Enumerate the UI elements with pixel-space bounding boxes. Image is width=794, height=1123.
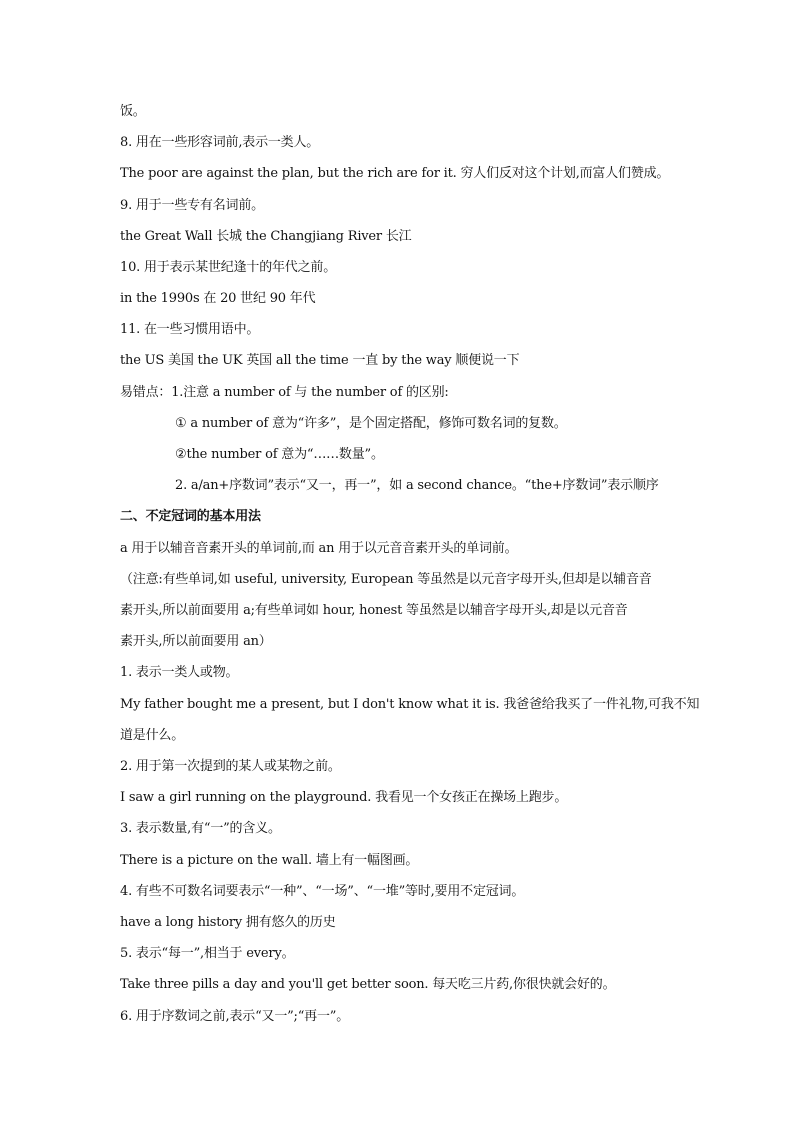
mistake-note-2: ②the number of 意为“……数量”。 <box>175 447 384 462</box>
mistake-note-1: ① a number of 意为“许多”，是个固定搭配，修饰可数名词的复数。 <box>175 416 567 431</box>
usage-4-heading: 4. 有些不可数名词要表示“一种”、“一场”、“一堆”等时,要用不定冠词。 <box>120 884 525 899</box>
rule-10-example: in the 1990s 在 20 世纪 90 年代 <box>120 291 316 306</box>
section-heading-indefinite-article: 二、不定冠词的基本用法 <box>120 509 261 524</box>
usage-5-heading: 5. 表示“每一”,相当于 every。 <box>120 946 295 961</box>
rule-11-example: the US 美国 the UK 英国 all the time 一直 by the way 顺便说一下 <box>120 353 520 368</box>
usage-1-example-cont: 道是什么。 <box>120 728 185 743</box>
usage-6-heading: 6. 用于序数词之前,表示“又一”;“再一”。 <box>120 1009 350 1024</box>
rule-9-heading: 9. 用于一些专有名词前。 <box>120 198 264 213</box>
usage-2-example: I saw a girl running on the playground. 我看见一个女孩正在操场上跑步。 <box>120 790 568 805</box>
rule-9-example: the Great Wall 长城 the Changjiang River 长江 <box>120 229 412 244</box>
usage-3-heading: 3. 表示数量,有“一”的含义。 <box>120 821 281 836</box>
usage-4-example: have a long history 拥有悠久的历史 <box>120 915 336 930</box>
rule-8-example: The poor are against the plan, but the rich are for it. 穷人们反对这个计划,而富人们赞成。 <box>120 166 670 181</box>
usage-5-example: Take three pills a day and you'll get better soon. 每天吃三片药,你很快就会好的。 <box>120 977 616 992</box>
usage-1-example: My father bought me a present, but I don't know what it is. 我爸爸给我买了一件礼物,可我不知 <box>120 697 700 712</box>
mistake-note-3: 2. a/an+序数词”表示“又一，再一”，如 a second chance。“the+序数词”表示顺序 <box>175 478 659 493</box>
rule-11-heading: 11. 在一些习惯用语中。 <box>120 322 260 337</box>
text-line-meal-ending: 饭。 <box>120 104 146 119</box>
rule-10-heading: 10. 用于表示某世纪逢十的年代之前。 <box>120 260 337 275</box>
indefinite-note-line-2: 素开头,所以前面要用 a;有些单词如 hour, honest 等虽然是以辅音字母开头,却是以元音音 <box>120 603 628 618</box>
indefinite-note-line-3: 素开头,所以前面要用 an） <box>120 634 272 649</box>
usage-1-heading: 1. 表示一类人或物。 <box>120 665 239 680</box>
usage-2-heading: 2. 用于第一次提到的某人或某物之前。 <box>120 759 341 774</box>
common-mistakes-heading: 易错点：1.注意 a number of 与 the number of 的区别: <box>120 385 449 400</box>
indefinite-note-line-1: （注意:有些单词,如 useful, university, European 等虽然是以元音字母开头,但却是以辅音音 <box>120 572 652 587</box>
usage-3-example: There is a picture on the wall. 墙上有一幅图画。 <box>120 853 419 868</box>
indefinite-intro: a 用于以辅音音素开头的单词前,而 an 用于以元音音素开头的单词前。 <box>120 541 518 556</box>
rule-8-heading: 8. 用在一些形容词前,表示一类人。 <box>120 135 320 150</box>
